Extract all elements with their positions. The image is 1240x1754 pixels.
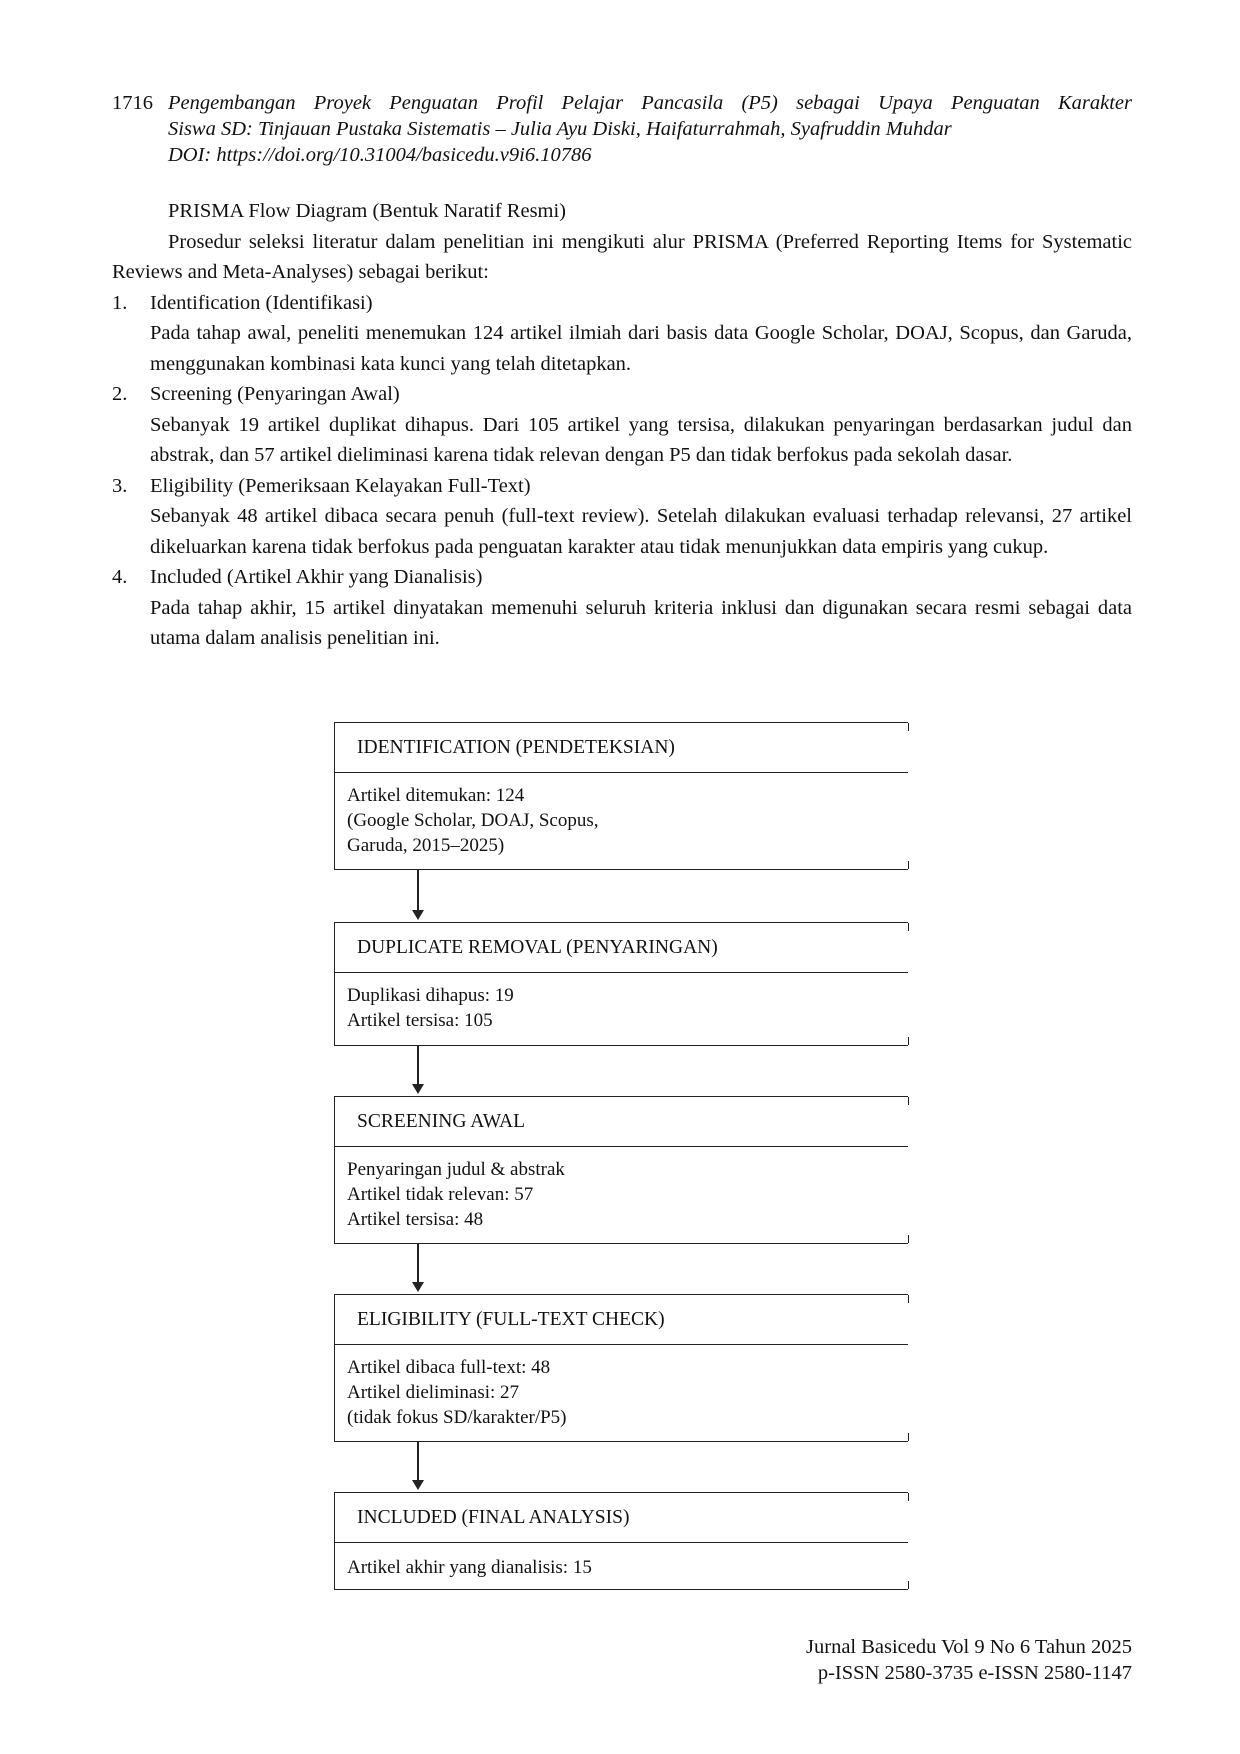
step-title: Screening (Penyaringan Awal): [150, 383, 400, 405]
flow-box-duplicate-removal: [334, 922, 908, 1046]
step-number: 4.: [112, 566, 128, 588]
flow-box-line: Artikel akhir yang dianalisis: 15: [347, 1557, 592, 1578]
flow-box-line: Artikel tidak relevan: 57: [347, 1184, 534, 1205]
header-title-line-1: Pengembangan Proyek Penguatan Profil Pelajar Pancasila (P5) sebagai Upaya Penguatan Karakter: [168, 92, 1132, 114]
flow-box-identification: [334, 722, 908, 870]
flow-box-line: Artikel dieliminasi: 27: [347, 1382, 520, 1403]
flow-box-content: [335, 1147, 908, 1232]
flow-arrow: [417, 1244, 419, 1290]
step-description: Pada tahap akhir, 15 artikel dinyatakan memenuhi seluruh kriteria inklusi dan digunakan secara resmi sebagai data utama dalam analisis penelitian ini.: [150, 596, 1132, 649]
header-doi[interactable]: DOI: https://doi.org/10.31004/basicedu.v9i6.10786: [168, 144, 592, 166]
issn-info: p-ISSN 2580-3735 e-ISSN 2580-1147: [817, 1662, 1132, 1684]
page-number: 1716: [112, 92, 153, 114]
step-description: Sebanyak 48 artikel dibaca secara penuh (full-text review). Setelah dilakukan evaluasi terhadap relevansi, 27 artikel dikeluarkan karena tidak berfokus pada penguatan karakter atau tidak menunjukkan data empiris yang cukup.: [150, 505, 1132, 558]
flow-box-line: Duplikasi dihapus: 19: [347, 985, 514, 1006]
flow-box-heading: INCLUDED (FINAL ANALYSIS): [335, 1493, 908, 1543]
page-footer: [806, 1634, 1132, 1686]
flow-box-screening: [334, 1096, 908, 1244]
flow-box-line: Artikel tersisa: 105: [347, 1010, 493, 1031]
journal-info: Jurnal Basicedu Vol 9 No 6 Tahun 2025: [806, 1636, 1132, 1658]
step-description: Pada tahap awal, peneliti menemukan 124 artikel ilmiah dari basis data Google Scholar, DOAJ, Scopus, dan Garuda, menggunakan kombinasi kata kunci yang telah ditetapkan.: [150, 322, 1132, 375]
step-title: Eligibility (Pemeriksaan Kelayakan Full-Text): [150, 474, 531, 497]
flow-box-content: [335, 773, 908, 858]
step-number: 3.: [112, 474, 128, 497]
flow-arrow: [417, 1442, 419, 1488]
flow-box-line: Garuda, 2015–2025): [347, 835, 505, 856]
flow-box-content: [335, 973, 908, 1033]
flow-box-line: (tidak fokus SD/karakter/P5): [347, 1407, 567, 1428]
flow-box-included: [334, 1492, 908, 1590]
flow-arrow: [417, 1046, 419, 1092]
flow-box-line: Penyaringan judul & abstrak: [347, 1159, 565, 1180]
section-title: PRISMA Flow Diagram (Bentuk Naratif Resmi): [168, 200, 567, 222]
flow-box-line: Artikel dibaca full-text: 48: [347, 1357, 551, 1378]
step-title: Included (Artikel Akhir yang Dianalisis): [150, 566, 483, 588]
flow-box-heading: SCREENING AWAL: [335, 1097, 908, 1147]
step-description: Sebanyak 19 artikel duplikat dihapus. Dari 105 artikel yang tersisa, dilakukan penyaringan berdasarkan judul dan abstrak, dan 57 artikel dieliminasi karena tidak relevan dengan P5 dan tidak berfokus pada sekolah dasar.: [150, 413, 1132, 466]
header-title-line-2: Siswa SD: Tinjauan Pustaka Sistematis – Julia Ayu Diski, Haifaturrahmah, Syafruddin Muhdar: [168, 118, 952, 140]
flow-box-heading: DUPLICATE REMOVAL (PENYARINGAN): [335, 923, 908, 973]
flow-box-heading: IDENTIFICATION (PENDETEKSIAN): [335, 723, 908, 773]
flow-box-content: [335, 1543, 908, 1580]
flow-arrow: [417, 870, 419, 918]
flow-box-eligibility: [334, 1294, 908, 1442]
flow-box-line: Artikel tersisa: 48: [347, 1209, 484, 1230]
step-number: 2.: [112, 383, 128, 405]
step-title: Identification (Identifikasi): [150, 291, 373, 314]
intro-paragraph: Prosedur seleksi literatur dalam penelitian ini mengikuti alur PRISMA (Preferred Reporting Items for Systematic Reviews and Meta-Analyses) sebagai berikut:: [112, 230, 1132, 283]
flow-box-heading: ELIGIBILITY (FULL-TEXT CHECK): [335, 1295, 908, 1345]
flow-box-line: (Google Scholar, DOAJ, Scopus,: [347, 810, 599, 831]
step-number: 1.: [112, 291, 128, 314]
flow-box-content: [335, 1345, 908, 1430]
flow-box-line: Artikel ditemukan: 124: [347, 785, 525, 806]
